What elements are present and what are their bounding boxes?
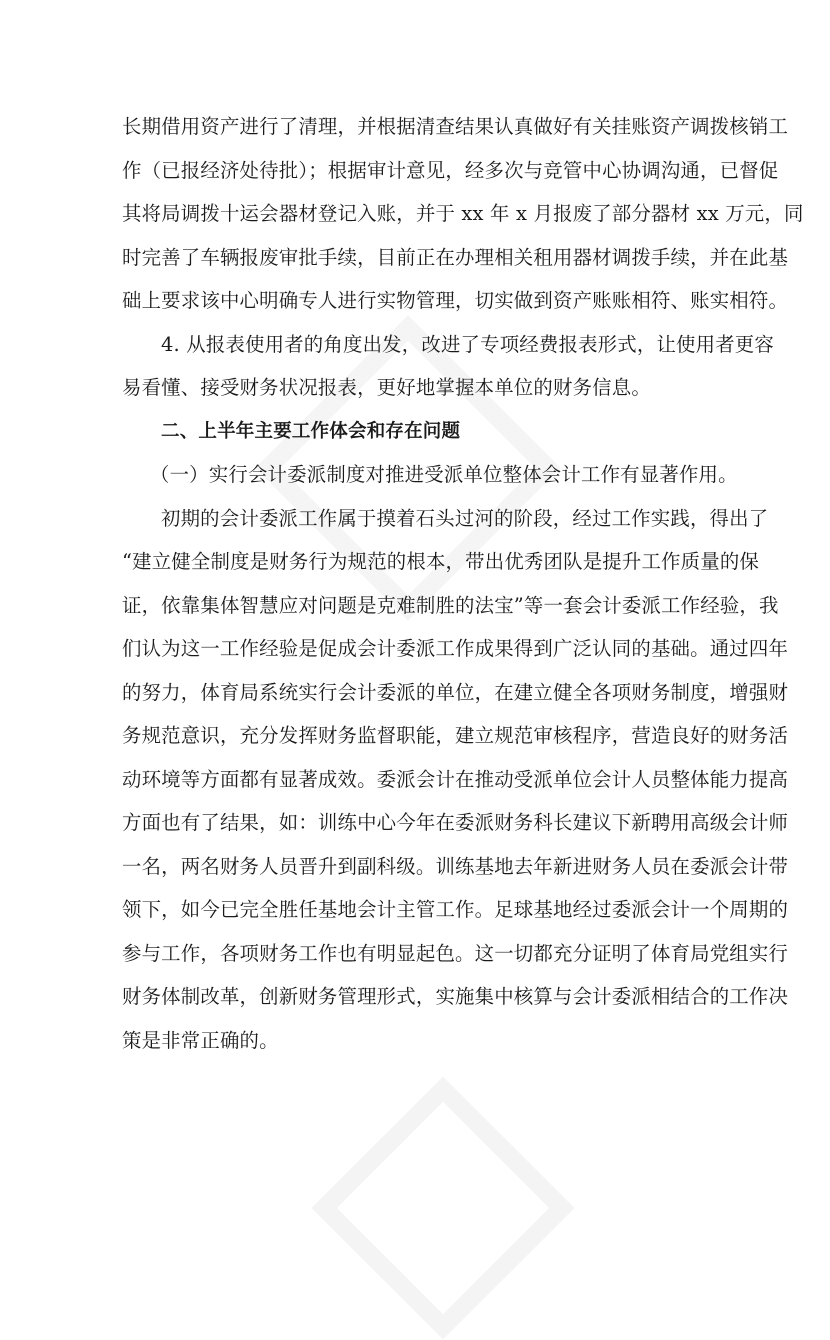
text-line: 时完善了车辆报废审批手续，目前正在办理相关租用器材调拨手续，并在此基	[122, 245, 789, 269]
text-line: 们认为这一工作经验是促成会计委派工作成果得到广泛认同的基础。通过四年	[122, 637, 789, 660]
text-line: 的努力，体育局系统实行会计委派的单位，在建立健全各项财务制度，增强财	[122, 680, 789, 704]
text-line: 策是非常正确的。	[122, 1028, 279, 1052]
text-line: 一名，两名财务人员晋升到副科级。训练基地去年新进财务人员在委派会计带	[122, 854, 789, 878]
text-line: “建立健全制度是财务行为规范的根本，带出优秀团队是提升工作质量的保	[122, 550, 760, 573]
text-line: 动环境等方面都有显著成效。委派会计在推动受派单位会计人员整体能力提高	[122, 767, 789, 791]
subsection-heading: （一）实行会计委派制度对推进受派单位整体会计工作有显著作用。	[150, 463, 738, 486]
text-line: 参与工作，各项财务工作也有明显起色。这一切都充分证明了体育局党组实行	[122, 941, 789, 965]
document-body	[122, 112, 804, 1069]
text-line: 易看懂、接受财务状况报表，更好地掌握本单位的财务信息。	[122, 376, 651, 399]
list-item-4: 4. 从报表使用者的角度出发，改进了专项经费报表形式，让使用者更容	[161, 332, 774, 356]
text-line: 方面也有了结果，如：训练中心今年在委派财务科长建议下新聘用高级会计师	[122, 811, 789, 834]
text-line: 其将局调拨十运会器材登记入账，并于 xx 年 x 月报废了部分器材 xx 万元，同	[122, 202, 804, 225]
text-line: 务规范意识，充分发挥财务监督职能，建立规范审核程序，营造良好的财务活	[122, 724, 789, 747]
text-line: 财务体制改革，创新财务管理形式，实施集中核算与会计委派相结合的工作决	[122, 985, 789, 1008]
text-line: 证，依靠集体智慧应对问题是克难制胜的法宝”等一套会计委派工作经验，我	[122, 593, 779, 617]
section-heading: 二、上半年主要工作体会和存在问题	[161, 420, 461, 442]
watermark-logo-bottom	[311, 1076, 574, 1339]
text-line: 长期借用资产进行了清理，并根据清查结果认真做好有关挂账资产调拨核销工	[122, 115, 789, 138]
text-line: 领下，如今已完全胜任基地会计主管工作。足球基地经过委派会计一个周期的	[122, 898, 789, 921]
paragraph-start: 初期的会计委派工作属于摸着石头过河的阶段，经过工作实践，得出了	[161, 506, 769, 530]
text-line: 础上要求该中心明确专人进行实物管理，切实做到资产账账相符、账实相符。	[122, 289, 789, 312]
text-line: 作（已报经济处待批）；根据审计意见，经多次与竞管中心协调沟通，已督促	[122, 158, 779, 182]
